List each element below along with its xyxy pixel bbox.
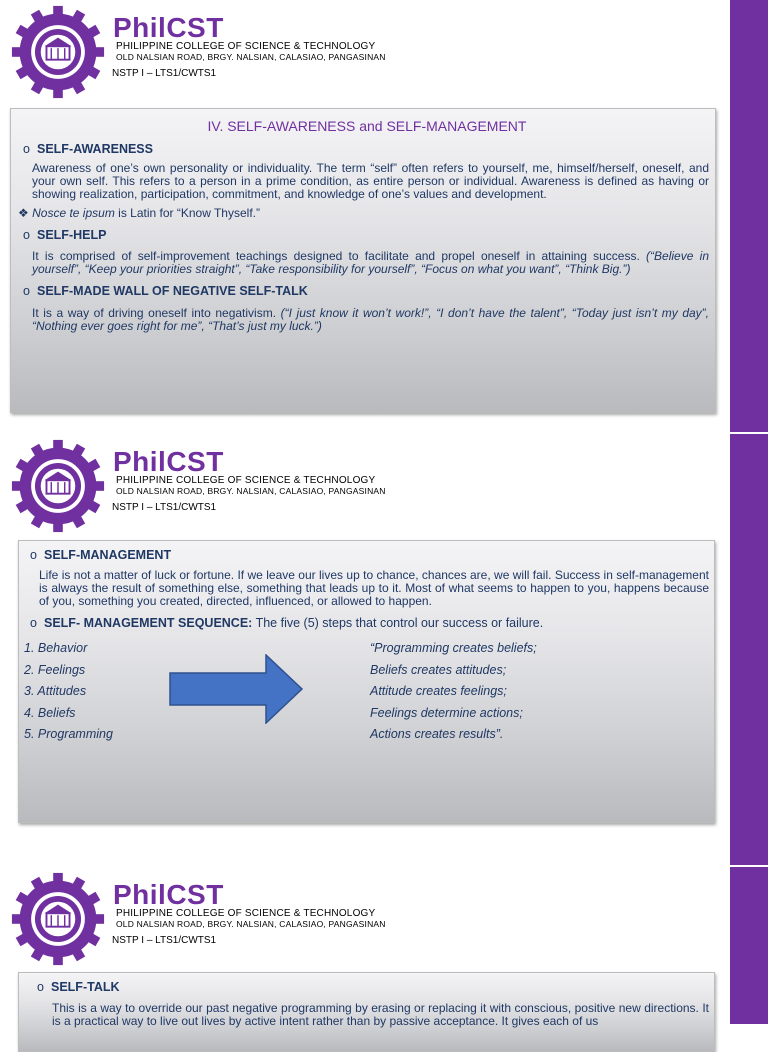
slide-panel <box>18 540 715 823</box>
diamond-bullet-icon: ❖ <box>18 206 29 220</box>
section-heading: o SELF-MADE WALL OF NEGATIVE SELF-TALK <box>23 284 308 298</box>
brand-title: PhilCST <box>113 446 224 477</box>
section-heading: o SELF- MANAGEMENT SEQUENCE: The five (5) steps that control our success or failure. <box>30 616 544 630</box>
section-body: It is comprised of self-improvement teachings designed to facilitate and propel oneself in attaining success. (“Believe in yourself”, “Keep your priorities straight”, “Take responsibility for yourself”, “Focus on what you want”, “Think Big.”) <box>32 249 709 276</box>
section-heading: o SELF-TALK <box>37 980 120 994</box>
sequence-step: 4. Beliefs <box>24 705 76 720</box>
latin-note: ❖ Nosce te ipsum is Latin for “Know Thyself.” <box>18 206 260 220</box>
slide-panel <box>10 108 716 413</box>
section-heading: o SELF-MANAGEMENT <box>30 548 172 562</box>
college-name: PHILIPPINE COLLEGE OF SCIENCE & TECHNOLOGY <box>116 475 376 486</box>
chain-statement: Beliefs creates attitudes; <box>370 662 507 677</box>
section-heading: o SELF-AWARENESS <box>23 142 153 156</box>
course-code: NSTP I – LTS1/CWTS1 <box>112 502 217 513</box>
svg-text:1994: 1994 <box>52 908 64 914</box>
slide-panel <box>18 972 715 1052</box>
section-body: Life is not a matter of luck or fortune. If we leave our lives up to chance, chances are, we will fail. Success in self-management is always the result of something else, something that leads up to it. Most of what seems to happen to you, happens because of you, something you created, directed, influenced, or allowed to happen. <box>39 568 709 608</box>
course-code: NSTP I – LTS1/CWTS1 <box>112 68 217 79</box>
college-address: OLD NALSIAN ROAD, BRGY. NALSIAN, CALASIAO, PANGASINAN <box>116 919 386 929</box>
slide-title: IV. SELF-AWARENESS and SELF-MANAGEMENT <box>207 118 527 134</box>
chain-statement: Actions creates results”. <box>370 727 504 741</box>
sequence-step: 2. Feelings <box>24 662 86 677</box>
sequence-step: 1. Behavior <box>24 641 88 655</box>
college-name: PHILIPPINE COLLEGE OF SCIENCE & TECHNOLOGY <box>116 41 376 52</box>
slide-header <box>10 438 430 543</box>
brand-title: PhilCST <box>113 12 224 43</box>
sequence-steps <box>24 641 113 749</box>
section-heading: o SELF-HELP <box>23 228 107 242</box>
sequence-chain <box>370 641 537 749</box>
section-body: Awareness of one’s own personality or individuality. The term “self” often refers to yourself, me, himself/herself, oneself, and your own self. This refers to a person in a prime condition, as entire person or individual. Awareness is defined as having or showing realization, participation, commitment, and knowledge of one’s values and development. <box>32 161 709 201</box>
right-arrow-icon <box>168 654 304 724</box>
college-address: OLD NALSIAN ROAD, BRGY. NALSIAN, CALASIAO, PANGASINAN <box>116 486 386 496</box>
slide-divider <box>730 865 768 867</box>
section-body: It is a way of driving oneself into negativism. (“I just know it won’t work!”, “I don’t have the talent”, “Today just isn’t my day”, “Nothing ever goes right for me”, “That’s just my luck.”) <box>32 306 709 333</box>
chain-statement: Attitude creates feelings; <box>370 684 507 698</box>
college-address: OLD NALSIAN ROAD, BRGY. NALSIAN, CALASIAO, PANGASINAN <box>116 52 386 62</box>
sequence-step: 5. Programming <box>24 727 113 741</box>
college-seal-icon <box>10 4 106 100</box>
slide-header <box>10 871 430 976</box>
college-seal-icon <box>10 438 106 534</box>
course-code: NSTP I – LTS1/CWTS1 <box>112 935 217 946</box>
section-body: This is a way to override our past negative programming by erasing or replacing it with conscious, positive new directions. It is a practical way to live out lives by active intent rather than by passive acceptance. It gives each of us <box>52 1001 709 1028</box>
slide-header <box>10 4 430 109</box>
chain-statement: “Programming creates beliefs; <box>370 641 537 655</box>
slide-divider <box>730 432 768 434</box>
college-name: PHILIPPINE COLLEGE OF SCIENCE & TECHNOLOGY <box>116 908 376 919</box>
svg-text:1994: 1994 <box>52 41 64 47</box>
chain-statement: Feelings determine actions; <box>370 705 523 720</box>
college-seal-icon <box>10 871 106 967</box>
svg-text:1994: 1994 <box>52 475 64 481</box>
sequence-step: 3. Attitudes <box>24 684 87 698</box>
brand-title: PhilCST <box>113 879 224 910</box>
sidebar-accent <box>730 0 768 1024</box>
